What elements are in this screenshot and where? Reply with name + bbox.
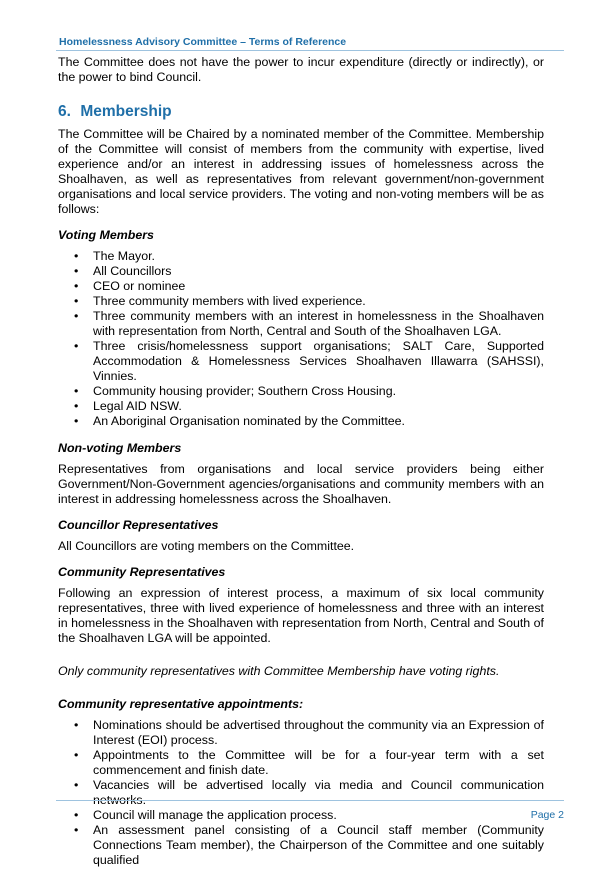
voting-rights-note: Only community representatives with Committee Membership have voting rights. <box>58 664 500 678</box>
appointments-list <box>58 718 544 868</box>
councillor-reps-heading: Councillor Representatives <box>58 518 219 532</box>
list-item: • The Mayor. <box>58 249 544 264</box>
list-item: • Three community members with an interest in homelessness in the Shoalhaven with representation from North, Central and South of the Shoalhaven LGA. <box>58 309 544 339</box>
voting-members-list <box>58 249 544 429</box>
section-number: 6. <box>58 103 71 120</box>
list-item: • Three community members with lived experience. <box>58 294 544 309</box>
list-item: • An Aboriginal Organisation nominated by the Committee. <box>58 414 544 429</box>
list-item: • Vacancies will be advertised locally via media and Council communication networks. <box>58 778 544 808</box>
list-item: • Appointments to the Committee will be for a four-year term with a set commencement and finish date. <box>58 748 544 778</box>
non-voting-heading: Non-voting Members <box>58 441 182 455</box>
list-item: • An assessment panel consisting of a Council staff member (Community Connections Team member), the Chairperson of the Committee and one suitably qualified <box>58 823 544 868</box>
councillor-reps-paragraph: All Councillors are voting members on the Committee. <box>58 539 355 553</box>
page-content <box>58 55 544 880</box>
section-heading <box>58 103 544 121</box>
list-item: • CEO or nominee <box>58 279 544 294</box>
header-rule <box>56 50 564 51</box>
membership-paragraph: The Committee will be Chaired by a nominated member of the Committee. Membership of the Committee will consist of members from the community with expertise, lived experience and/or an interest in addressing issues of homelessness across the Shoalhaven, as well as representatives from relevant government/non-government organisations and local service providers. The voting and non-voting members will be as follows: <box>58 127 544 216</box>
list-item: • Nominations should be advertised throughout the community via an Expression of Interest (EOI) process. <box>58 718 544 748</box>
list-item: • Three crisis/homelessness support organisations; SALT Care, Supported Accommodation & Homelessness Services Shoalhaven Illawarra (SAHSSI), Vinnies. <box>58 339 544 384</box>
community-reps-heading: Community Representatives <box>58 565 226 579</box>
community-reps-paragraph: Following an expression of interest process, a maximum of six local community representatives, three with lived experience of homelessness and three with an interest in homelessness in the Shoalhaven with representation from North, Central and South of the Shoalhaven LGA will be appointed. <box>58 586 544 645</box>
page-number: Page 2 <box>530 809 564 821</box>
list-item: • Council will manage the application process. <box>58 808 544 823</box>
section-title: Membership <box>80 103 172 120</box>
voting-members-heading: Voting Members <box>58 228 154 242</box>
list-item: • Community housing provider; Southern Cross Housing. <box>58 384 544 399</box>
non-voting-paragraph: Representatives from organisations and local service providers being either Government/Non-Government agencies/organisations and community members with an interest in addressing homelessness across the Shoalhaven. <box>58 462 544 506</box>
list-item: • All Councillors <box>58 264 544 279</box>
intro-paragraph: The Committee does not have the power to incur expenditure (directly or indirectly), or the power to bind Council. <box>58 55 544 84</box>
appointments-heading: Community representative appointments: <box>58 697 304 711</box>
list-item: • Legal AID NSW. <box>58 399 544 414</box>
footer-rule <box>56 800 564 801</box>
running-header: Homelessness Advisory Committee – Terms of Reference <box>59 36 347 48</box>
